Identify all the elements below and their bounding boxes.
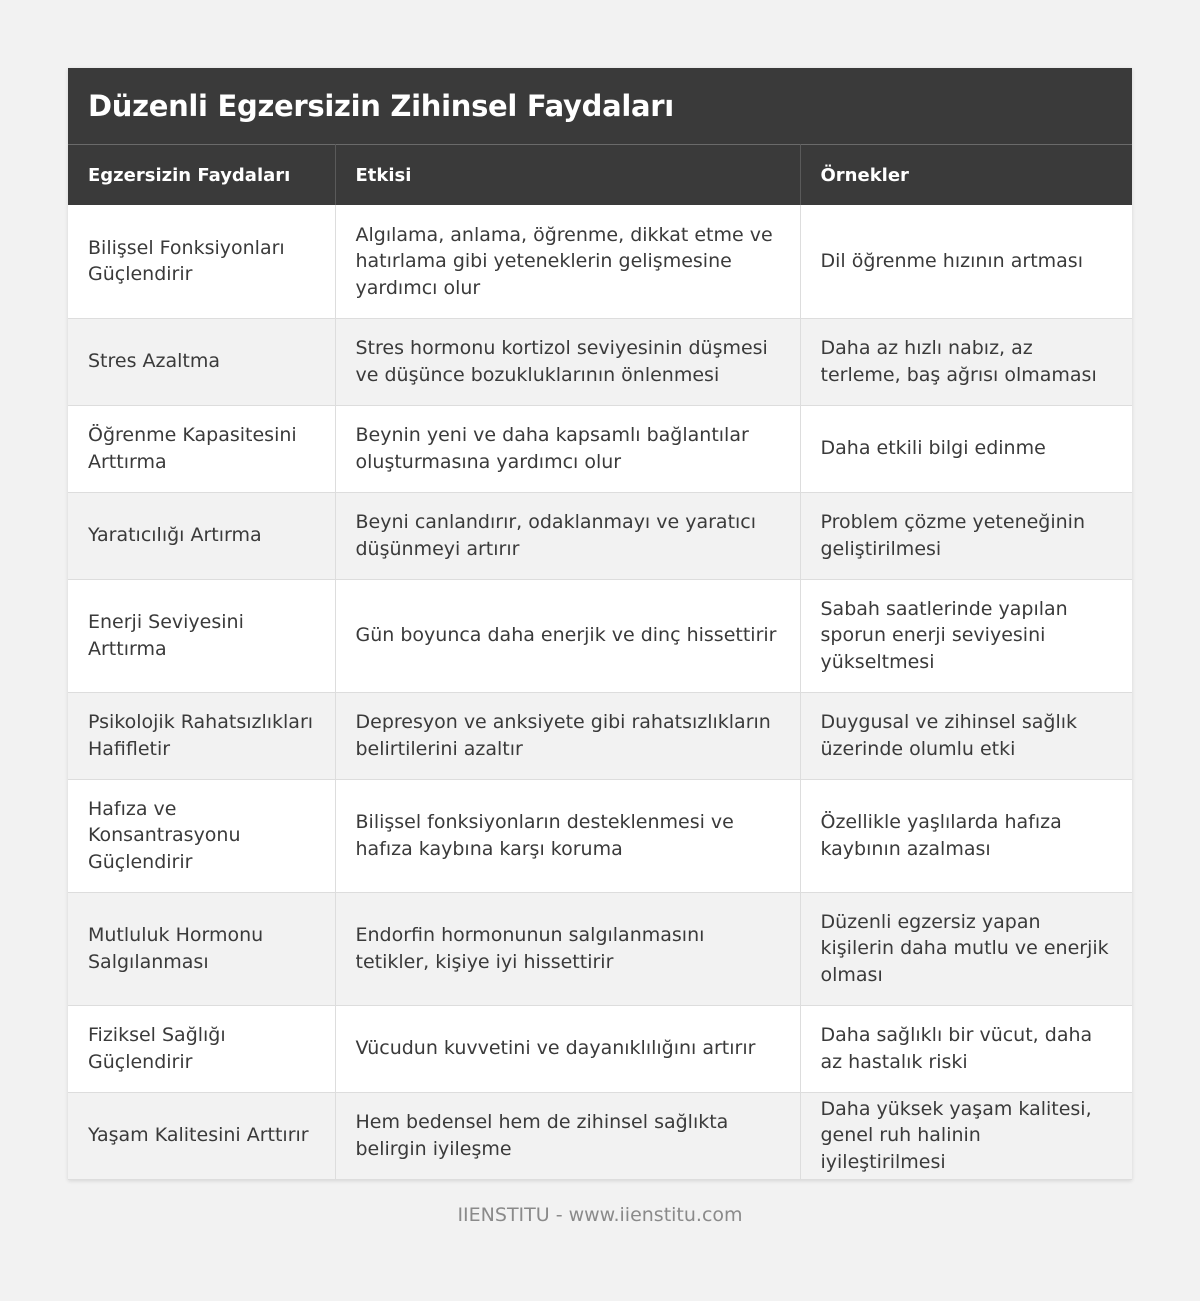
column-header-examples: Örnekler (800, 145, 1132, 206)
benefits-table (68, 144, 1132, 1180)
table-cell: Mutluluk Hormonu Salgılanması (68, 892, 335, 1005)
table-cell: Yaşam Kalitesini Arttırır (68, 1092, 335, 1179)
table-cell: Psikolojik Rahatsızlıkları Hafifletir (68, 692, 335, 779)
table-cell: Düzenli egzersiz yapan kişilerin daha mutlu ve enerjik olması (800, 892, 1132, 1005)
table-cell: Algılama, anlama, öğrenme, dikkat etme ve hatırlama gibi yeteneklerin gelişmesine yardımcı olur (335, 205, 800, 318)
column-header-effect: Etkisi (335, 145, 800, 206)
table-row (68, 892, 1132, 1005)
table-cell: Problem çözme yeteneğinin geliştirilmesi (800, 492, 1132, 579)
table-row (68, 779, 1132, 892)
table-cell: Yaratıcılığı Artırma (68, 492, 335, 579)
column-header-benefits: Egzersizin Faydaları (68, 145, 335, 206)
table-row (68, 1005, 1132, 1092)
table-row (68, 692, 1132, 779)
footer-credit: IIENSTITU - www.iienstitu.com (457, 1204, 743, 1226)
table-row (68, 318, 1132, 405)
table-header-row (68, 145, 1132, 206)
table-cell: Stres hormonu kortizol seviyesinin düşmesi ve düşünce bozukluklarının önlenmesi (335, 318, 800, 405)
table-row (68, 492, 1132, 579)
table-title: Düzenli Egzersizin Zihinsel Faydaları (68, 68, 1132, 144)
table-row (68, 1092, 1132, 1179)
table-cell: Bilişsel Fonksiyonları Güçlendirir (68, 205, 335, 318)
table-cell: Endorfin hormonunun salgılanmasını tetikler, kişiye iyi hissettirir (335, 892, 800, 1005)
table-cell: Daha sağlıklı bir vücut, daha az hastalık riski (800, 1005, 1132, 1092)
benefits-table-card (68, 68, 1132, 1180)
table-cell: Beynin yeni ve daha kapsamlı bağlantılar oluşturmasına yardımcı olur (335, 405, 800, 492)
table-cell: Enerji Seviyesini Arttırma (68, 579, 335, 692)
table-cell: Hafıza ve Konsantrasyonu Güçlendirir (68, 779, 335, 892)
table-cell: Vücudun kuvvetini ve dayanıklılığını artırır (335, 1005, 800, 1092)
table-row (68, 205, 1132, 318)
table-cell: Özellikle yaşlılarda hafıza kaybının azalması (800, 779, 1132, 892)
table-cell: Depresyon ve anksiyete gibi rahatsızlıkların belirtilerini azaltır (335, 692, 800, 779)
table-cell: Duygusal ve zihinsel sağlık üzerinde olumlu etki (800, 692, 1132, 779)
table-cell: Beyni canlandırır, odaklanmayı ve yaratıcı düşünmeyi artırır (335, 492, 800, 579)
table-cell: Stres Azaltma (68, 318, 335, 405)
table-cell: Bilişsel fonksiyonların desteklenmesi ve hafıza kaybına karşı koruma (335, 779, 800, 892)
table-cell: Sabah saatlerinde yapılan sporun enerji seviyesini yükseltmesi (800, 579, 1132, 692)
table-cell: Daha yüksek yaşam kalitesi, genel ruh halinin iyileştirilmesi (800, 1092, 1132, 1179)
table-cell: Fiziksel Sağlığı Güçlendirir (68, 1005, 335, 1092)
table-row (68, 579, 1132, 692)
table-cell: Dil öğrenme hızının artması (800, 205, 1132, 318)
table-cell: Daha az hızlı nabız, az terleme, baş ağrısı olmaması (800, 318, 1132, 405)
table-cell: Hem bedensel hem de zihinsel sağlıkta belirgin iyileşme (335, 1092, 800, 1179)
table-cell: Daha etkili bilgi edinme (800, 405, 1132, 492)
table-row (68, 405, 1132, 492)
table-cell: Gün boyunca daha enerjik ve dinç hissettirir (335, 579, 800, 692)
table-cell: Öğrenme Kapasitesini Arttırma (68, 405, 335, 492)
